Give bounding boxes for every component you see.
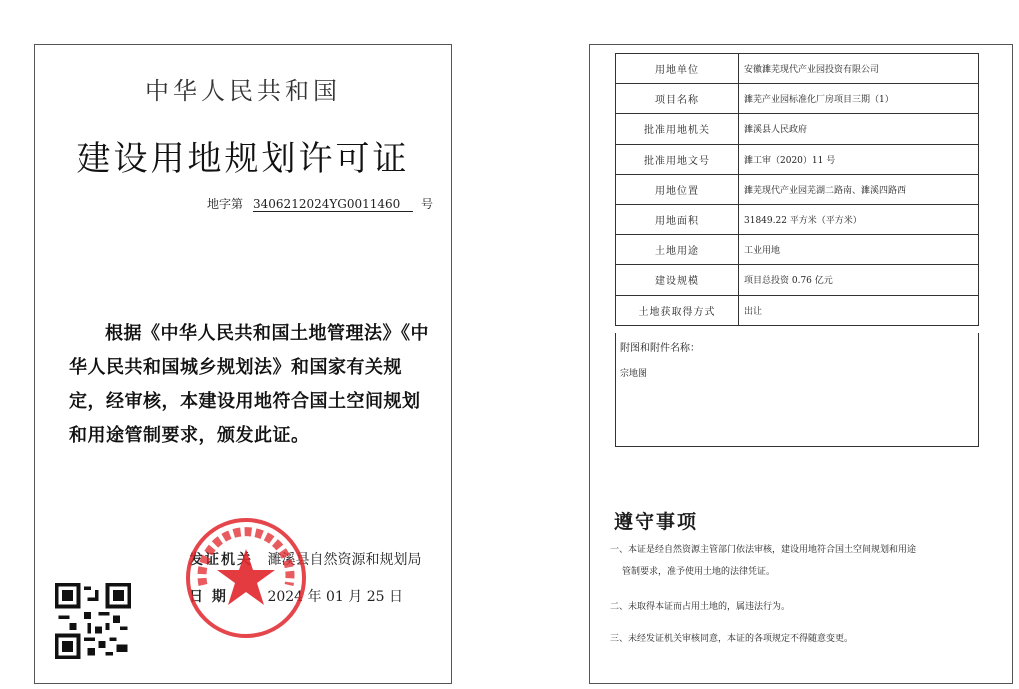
issuer-label: 发证机关 (189, 552, 253, 568)
date-value: 2024 年 01 月 25 日 (267, 589, 403, 605)
note-item (610, 628, 980, 650)
note-item (610, 539, 980, 583)
table-row (616, 265, 979, 295)
row-label: 用地单位 (616, 54, 739, 84)
row-value: 濉芜现代产业园芜湖二路南、濉溪四路西 (739, 174, 979, 204)
table-row (616, 144, 979, 174)
row-label: 批准用地文号 (616, 144, 739, 174)
official-seal-icon (183, 515, 309, 641)
row-value: 31849.22 平方米（平方米） (739, 204, 979, 234)
table-row (616, 204, 979, 234)
note-text: 二、未取得本证而占用土地的，属违法行为。 (610, 602, 791, 612)
row-label: 用地位置 (616, 174, 739, 204)
date-label: 日 期 (189, 589, 228, 605)
row-label: 土地获取得方式 (616, 295, 739, 325)
attachments-value: 宗地图 (620, 369, 648, 379)
table-row (616, 235, 979, 265)
row-label: 用地面积 (616, 204, 739, 234)
row-label: 批准用地机关 (616, 114, 739, 144)
country-name: 中华人民共和国 (145, 77, 341, 105)
row-label: 项目名称 (616, 84, 739, 114)
row-value: 出让 (739, 295, 979, 325)
notes-title: 遵守事项 (614, 511, 699, 533)
certificate-front-page (34, 44, 452, 684)
row-value: 濉芜产业园标准化厂房项目三期（1） (739, 84, 979, 114)
row-value: 濉溪县人民政府 (739, 114, 979, 144)
note-text: 三、未经发证机关审核同意，本证的各项规定不得随意变更。 (610, 634, 854, 644)
row-value: 濉工审（2020）11 号 (739, 144, 979, 174)
note-text: 一、本证是经自然资源主管部门依法审核，建设用地符合国土空间规划和用途 (610, 545, 917, 555)
certificate-back-page (589, 44, 1013, 684)
certificate-number-prefix: 地字第 (207, 197, 244, 211)
note-item (610, 596, 980, 618)
row-label: 建设规模 (616, 265, 739, 295)
table-row (616, 174, 979, 204)
certificate-number (207, 195, 433, 212)
issuer-value: 濉溪县自然资源和规划局 (267, 552, 422, 568)
table-row (616, 295, 979, 325)
certificate-body-text: 根据《中华人民共和国土地管理法》《中华人民共和国城乡规划法》和国家有关规定，经审核，本建设用地符合国土空间规划和用途管制要求，颁发此证。 (69, 323, 429, 446)
land-info-table (615, 53, 979, 326)
attachments-label: 附图和附件名称： (620, 343, 700, 354)
certificate-number-value: 3406212024YG0011460 (253, 197, 413, 212)
certificate-title: 建设用地规划许可证 (76, 139, 410, 179)
table-row (616, 54, 979, 84)
row-value: 安徽濉芜现代产业园投资有限公司 (739, 54, 979, 84)
table-row (616, 84, 979, 114)
certificate-number-suffix: 号 (421, 197, 434, 211)
row-value: 项目总投资 0.76 亿元 (739, 265, 979, 295)
note-text-continued: 管制要求，准予使用土地的法律凭证。 (622, 567, 776, 577)
qr-code-icon (55, 583, 131, 659)
row-value: 工业用地 (739, 235, 979, 265)
table-row (616, 114, 979, 144)
row-label: 土地用途 (616, 235, 739, 265)
attachments-box (615, 333, 979, 447)
